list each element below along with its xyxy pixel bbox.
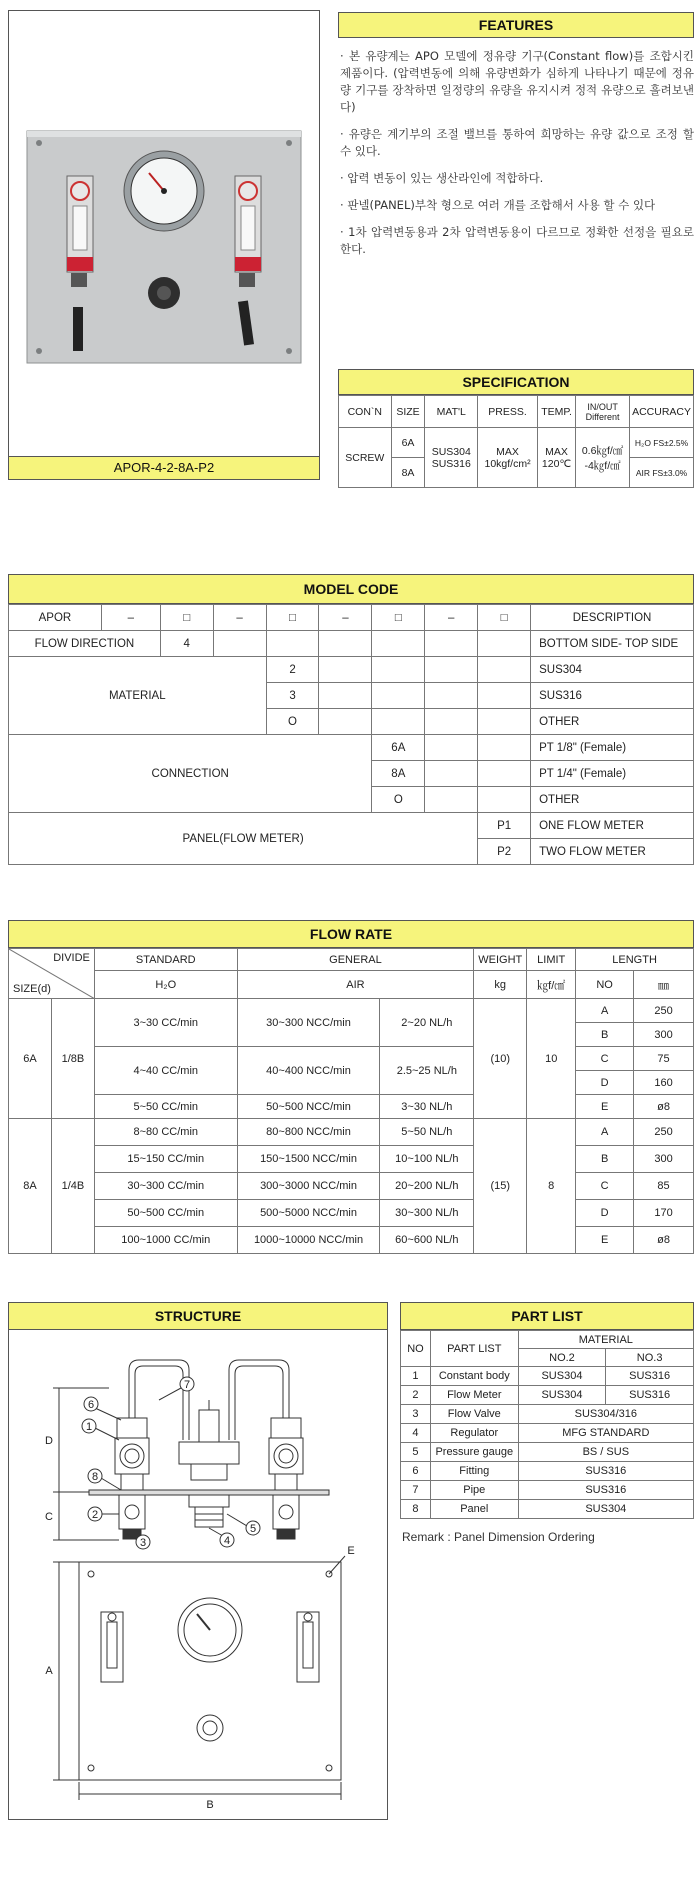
length-mm: ø8 [634, 1227, 694, 1254]
spec-inout: 0.6㎏f/㎠ -4㎏f/㎠ [576, 428, 630, 488]
length-mm: 170 [634, 1200, 694, 1227]
limit-6a: 10 [527, 999, 576, 1119]
panel-code: P2 [478, 839, 531, 865]
dim-c-label: C [45, 1511, 53, 1523]
panel-code: P1 [478, 813, 531, 839]
material-code: 3 [266, 683, 319, 709]
length-no: E [576, 1095, 634, 1119]
spec-press: MAX 10kgf/cm² [478, 428, 538, 488]
model-code-title: MODEL CODE [8, 574, 694, 604]
part-no: 6 [401, 1462, 431, 1481]
dim-a-label: A [45, 1665, 53, 1677]
part-no: 3 [401, 1405, 431, 1424]
flow-std: 3~30 CC/min [94, 999, 237, 1047]
flow-ncc: 50~500 NCC/min [237, 1095, 380, 1119]
part-name: Fitting [430, 1462, 518, 1481]
panel-desc: TWO FLOW METER [531, 839, 694, 865]
part-material: BS / SUS [518, 1443, 693, 1462]
part-material: MFG STANDARD [518, 1424, 693, 1443]
length-mm: 85 [634, 1173, 694, 1200]
part-material: SUS304 [518, 1500, 693, 1519]
limit-8a: 8 [527, 1119, 576, 1254]
code-head: – [101, 605, 160, 631]
feature-item: · 1차 압력변동용과 2차 압력변동용이 다르므로 정확한 선정을 필요로 한다. [340, 224, 694, 258]
length-no: A [576, 999, 634, 1023]
feature-item: · 본 유량계는 APO 모델에 정유량 기구(Constant flow)를 조합시킨 제품이다. (압력변동에 의해 유량변화가 심하게 나타나기 때문에 정유량 기구를 장착하면 일정량의 유량을 유지시켜 정적 유량으로 흘려보낸다) [340, 48, 694, 116]
flow-nl: 30~300 NL/h [380, 1200, 474, 1227]
callout-4: 4 [223, 1535, 231, 1547]
flow-nl: 60~600 NL/h [380, 1227, 474, 1254]
callout-5: 5 [249, 1523, 257, 1535]
divide-size-cell [9, 949, 95, 999]
spec-header: CON`N [339, 396, 392, 428]
feature-item: · 압력 변동이 있는 생산라인에 적합하다. [340, 170, 694, 187]
callout-7: 7 [183, 1379, 191, 1391]
callout-6: 6 [87, 1399, 95, 1411]
weight-header: WEIGHT [474, 949, 527, 971]
length-mm: ø8 [634, 1095, 694, 1119]
length-mm: 75 [634, 1047, 694, 1071]
part-m2: SUS304 [518, 1367, 606, 1386]
material-desc: SUS304 [531, 657, 694, 683]
part-no: 4 [401, 1424, 431, 1443]
connection-code: O [372, 787, 425, 813]
connection-desc: PT 1/8" (Female) [531, 735, 694, 761]
spec-header: IN/OUT Different [576, 396, 630, 428]
code-head: APOR [9, 605, 102, 631]
part-material: SUS316 [518, 1481, 693, 1500]
flow-std: 100~1000 CC/min [94, 1227, 237, 1254]
part-name: Constant body [430, 1367, 518, 1386]
flow-std: 15~150 CC/min [94, 1146, 237, 1173]
spec-header: TEMP. [538, 396, 576, 428]
thread-6a: 1/8B [51, 999, 94, 1119]
length-mm: 250 [634, 1119, 694, 1146]
part-no: 7 [401, 1481, 431, 1500]
flow-ncc: 40~400 NCC/min [237, 1047, 380, 1095]
flow-direction-desc: BOTTOM SIDE- TOP SIDE [531, 631, 694, 657]
spec-header: ACCURACY [630, 396, 694, 428]
part-name: Flow Meter [430, 1386, 518, 1405]
material-no2-header: NO.2 [518, 1349, 606, 1367]
part-m2: SUS304 [518, 1386, 606, 1405]
spec-header: PRESS. [478, 396, 538, 428]
structure-title: STRUCTURE [8, 1302, 388, 1330]
feature-item: · 유량은 계기부의 조절 밸브를 통하여 희망하는 유량 값으로 조정 할 수 있다. [340, 126, 694, 160]
part-name: Regulator [430, 1424, 518, 1443]
spec-size: 6A [391, 428, 425, 458]
part-no: 8 [401, 1500, 431, 1519]
size-6a: 6A [9, 999, 52, 1119]
material-desc: OTHER [531, 709, 694, 735]
code-head: □ [372, 605, 425, 631]
flow-rate-title: FLOW RATE [8, 920, 694, 948]
material-code: 2 [266, 657, 319, 683]
length-no: D [576, 1071, 634, 1095]
spec-header: MAT'L [425, 396, 478, 428]
part-no: 1 [401, 1367, 431, 1386]
length-mm: 250 [634, 999, 694, 1023]
code-head: □ [266, 605, 319, 631]
flow-nl: 2~20 NL/h [380, 999, 474, 1047]
part-name: Flow Valve [430, 1405, 518, 1424]
spec-size: 8A [391, 458, 425, 488]
product-photo-frame [8, 10, 320, 480]
mm-header: ㎜ [634, 971, 694, 999]
size-8a: 8A [9, 1119, 52, 1254]
dim-b-label: B [206, 1799, 214, 1811]
part-no-header: NO [401, 1331, 431, 1367]
length-no: B [576, 1146, 634, 1173]
structure-drawing-frame [8, 1330, 388, 1820]
model-caption: APOR-4-2-8A-P2 [8, 456, 320, 480]
spec-header: SIZE [391, 396, 425, 428]
spec-conn: SCREW [339, 428, 392, 488]
flow-rate-table [8, 948, 694, 1254]
general-header: GENERAL [237, 949, 474, 971]
product-photo [9, 11, 319, 461]
length-no: C [576, 1173, 634, 1200]
length-no: B [576, 1023, 634, 1047]
spec-accuracy: H₂O FS±2.5% [630, 428, 694, 458]
limit-header: LIMIT [527, 949, 576, 971]
specification-title: SPECIFICATION [338, 369, 694, 395]
length-mm: 160 [634, 1071, 694, 1095]
flow-nl: 2.5~25 NL/h [380, 1047, 474, 1095]
length-no: D [576, 1200, 634, 1227]
flow-ncc: 500~5000 NCC/min [237, 1200, 380, 1227]
part-name: Pipe [430, 1481, 518, 1500]
flow-ncc: 150~1500 NCC/min [237, 1146, 380, 1173]
callout-3: 3 [139, 1537, 147, 1549]
length-no: C [576, 1047, 634, 1071]
flow-std: 50~500 CC/min [94, 1200, 237, 1227]
flow-ncc: 1000~10000 NCC/min [237, 1227, 380, 1254]
spec-material: SUS304 SUS316 [425, 428, 478, 488]
part-no: 5 [401, 1443, 431, 1462]
features-list [340, 48, 694, 268]
feature-item: · 판넬(PANEL)부착 형으로 여러 개를 조합해서 사용 할 수 있다 [340, 197, 694, 214]
divide-label: DIVIDE [53, 952, 90, 964]
features-title: FEATURES [338, 12, 694, 38]
part-no: 2 [401, 1386, 431, 1405]
length-mm: 300 [634, 1023, 694, 1047]
panel-label: PANEL(FLOW METER) [9, 813, 478, 865]
air-header: AIR [237, 971, 474, 999]
model-code-table [8, 604, 694, 865]
kg-header: kg [474, 971, 527, 999]
specification-table [338, 395, 694, 488]
flow-std: 4~40 CC/min [94, 1047, 237, 1095]
code-head: – [319, 605, 372, 631]
panel-desc: ONE FLOW METER [531, 813, 694, 839]
part-list-remark: Remark : Panel Dimension Ordering [402, 1530, 595, 1544]
code-head: □ [478, 605, 531, 631]
structure-drawing [9, 1330, 387, 1818]
length-header: LENGTH [576, 949, 694, 971]
flow-ncc: 300~3000 NCC/min [237, 1173, 380, 1200]
flow-nl: 10~100 NL/h [380, 1146, 474, 1173]
thread-8a: 1/4B [51, 1119, 94, 1254]
flow-ncc: 30~300 NCC/min [237, 999, 380, 1047]
material-no3-header: NO.3 [606, 1349, 694, 1367]
part-name: Pressure gauge [430, 1443, 518, 1462]
flow-std: 8~80 CC/min [94, 1119, 237, 1146]
kgf-header: ㎏f/㎠ [527, 971, 576, 999]
callout-8: 8 [91, 1471, 99, 1483]
flow-direction-code: 4 [160, 631, 213, 657]
part-material: SUS304/316 [518, 1405, 693, 1424]
flow-std: 30~300 CC/min [94, 1173, 237, 1200]
spec-temp: MAX 120℃ [538, 428, 576, 488]
code-head: DESCRIPTION [531, 605, 694, 631]
length-no: E [576, 1227, 634, 1254]
flow-ncc: 80~800 NCC/min [237, 1119, 380, 1146]
code-head: – [425, 605, 478, 631]
part-m3: SUS316 [606, 1367, 694, 1386]
weight-8a: (15) [474, 1119, 527, 1254]
length-no: A [576, 1119, 634, 1146]
standard-header: STANDARD [94, 949, 237, 971]
connection-desc: PT 1/4" (Female) [531, 761, 694, 787]
part-name-header: PART LIST [430, 1331, 518, 1367]
material-label: MATERIAL [9, 657, 267, 735]
dim-d-label: D [45, 1435, 53, 1447]
part-material: SUS316 [518, 1462, 693, 1481]
length-mm: 300 [634, 1146, 694, 1173]
flow-nl: 5~50 NL/h [380, 1119, 474, 1146]
flow-nl: 3~30 NL/h [380, 1095, 474, 1119]
size-label: SIZE(d) [13, 983, 51, 995]
connection-code: 8A [372, 761, 425, 787]
no-header: NO [576, 971, 634, 999]
callout-1: 1 [85, 1421, 93, 1433]
spec-accuracy: AIR FS±3.0% [630, 458, 694, 488]
dim-e-label: E [347, 1545, 355, 1557]
callout-2: 2 [91, 1509, 99, 1521]
code-head: □ [160, 605, 213, 631]
connection-code: 6A [372, 735, 425, 761]
material-code: O [266, 709, 319, 735]
part-name: Panel [430, 1500, 518, 1519]
connection-desc: OTHER [531, 787, 694, 813]
part-m3: SUS316 [606, 1386, 694, 1405]
part-list-table [400, 1330, 694, 1519]
material-desc: SUS316 [531, 683, 694, 709]
flow-direction-label: FLOW DIRECTION [9, 631, 161, 657]
part-list-title: PART LIST [400, 1302, 694, 1330]
h2o-header: H₂O [94, 971, 237, 999]
connection-label: CONNECTION [9, 735, 372, 813]
material-header: MATERIAL [518, 1331, 693, 1349]
flow-std: 5~50 CC/min [94, 1095, 237, 1119]
flow-nl: 20~200 NL/h [380, 1173, 474, 1200]
weight-6a: (10) [474, 999, 527, 1119]
code-head: – [213, 605, 266, 631]
